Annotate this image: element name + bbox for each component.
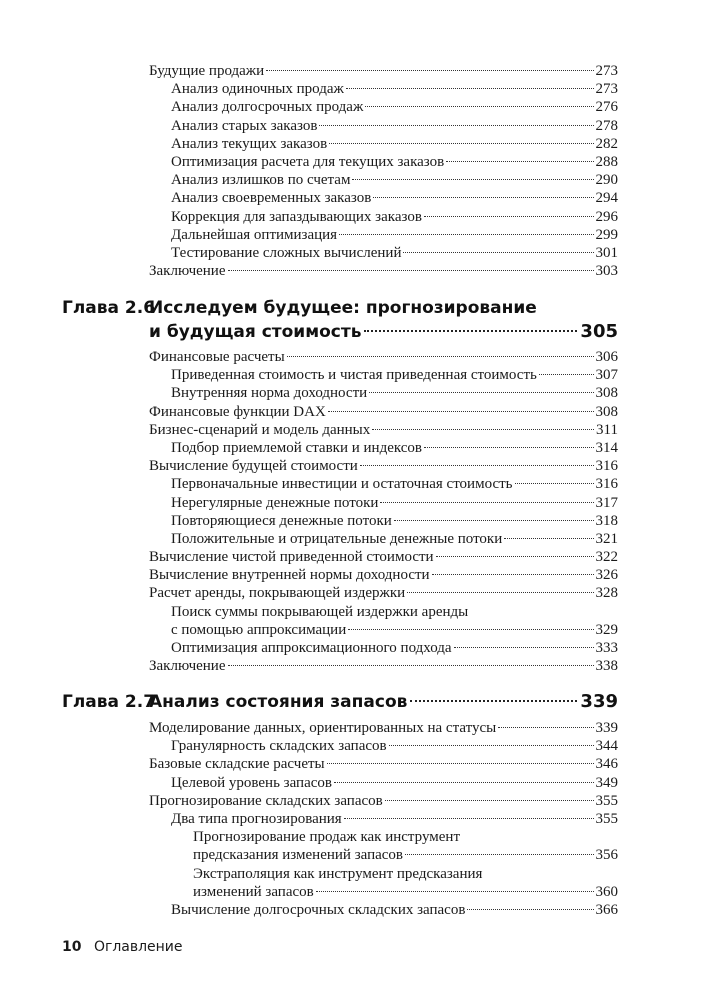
toc-entry-title: Прогнозирование складских запасов: [149, 792, 383, 809]
toc-entry-page: 366: [595, 901, 618, 918]
toc-entry[interactable]: [171, 639, 618, 657]
chapter-number: Глава 2.6: [62, 298, 156, 318]
dot-leader: [467, 909, 593, 910]
dot-leader: [394, 520, 594, 521]
toc-entry[interactable]: [149, 262, 618, 280]
toc-entry[interactable]: [171, 810, 618, 828]
toc-entry[interactable]: [171, 171, 618, 189]
toc-entry-page: 299: [595, 226, 618, 243]
dot-leader: [403, 252, 593, 253]
toc-entry[interactable]: [193, 846, 618, 864]
dot-leader: [365, 106, 593, 107]
toc-entry-page: 288: [595, 153, 618, 170]
toc-entry-page: 333: [595, 640, 618, 656]
chapter-heading[interactable]: [62, 689, 618, 715]
toc-entry-title: Приведенная стоимость и чистая приведенная стоимость: [171, 367, 537, 384]
toc-entry-title: Оптимизация аппроксимационного подхода: [171, 640, 452, 656]
toc-entry-title: Первоначальные инвестиции и остаточная стоимость: [171, 476, 513, 493]
toc-entry-page: 308: [595, 385, 618, 402]
toc-entry[interactable]: [171, 135, 618, 153]
toc-entry-page: 360: [595, 883, 618, 900]
toc-entry[interactable]: [193, 828, 618, 846]
toc-entry-title: Целевой уровень запасов: [171, 774, 332, 791]
toc-entry-page: 329: [595, 621, 618, 638]
toc-entry[interactable]: [149, 566, 618, 584]
toc-entry-title: Экстраполяция как инструмент предсказания: [193, 865, 483, 882]
toc-entry-title: Заключение: [149, 658, 226, 675]
toc-entry[interactable]: [149, 657, 618, 675]
toc-entry[interactable]: [171, 512, 618, 530]
toc-entry-page: 311: [596, 421, 618, 438]
toc-entry[interactable]: [171, 226, 618, 244]
toc-entry-title: Анализ долгосрочных продаж: [171, 99, 364, 116]
toc-entry-page: 314: [595, 439, 618, 456]
dot-leader: [328, 411, 594, 412]
toc-entry[interactable]: [149, 792, 618, 810]
toc-entry-page: 282: [595, 135, 618, 152]
toc-entry-page: 338: [595, 658, 618, 675]
toc-entry-title: Моделирование данных, ориентированных на статусы: [149, 720, 497, 736]
toc-entry-title: Вычисление чистой приведенной стоимости: [149, 549, 434, 566]
toc-entry-page: 307: [595, 367, 618, 384]
dot-leader: [446, 161, 593, 162]
toc-entry-page: 317: [595, 494, 618, 511]
toc-entry-title: Оптимизация расчета для текущих заказов: [171, 153, 445, 170]
toc-chapter-2-6: [0, 296, 703, 675]
toc-entry-title: Подбор приемлемой ставки и индексов: [171, 439, 423, 456]
chapter-title-continued: и будущая стоимость: [149, 322, 362, 342]
toc-entry-title: Коррекция для запаздывающих заказов: [171, 208, 422, 225]
chapter-title: Анализ состояния запасов: [149, 692, 408, 712]
toc-entry[interactable]: [171, 603, 618, 621]
toc-entry-page: 355: [595, 810, 618, 827]
toc-entry-title: Расчет аренды, покрывающей издержки: [149, 585, 406, 602]
toc-entry-title: Анализ одиночных продаж: [171, 81, 344, 98]
dot-leader: [432, 574, 594, 575]
toc-entry[interactable]: [171, 475, 618, 493]
toc-entry[interactable]: [171, 153, 618, 171]
dot-leader: [515, 483, 594, 484]
toc-entry[interactable]: [171, 621, 618, 639]
dot-leader: [389, 745, 594, 746]
toc-entry-page: 349: [595, 774, 618, 791]
toc-entry-page: 296: [595, 208, 618, 225]
toc-entry-title: изменений запасов: [193, 883, 314, 900]
dot-leader: [329, 143, 593, 144]
dot-leader: [424, 447, 593, 448]
chapter-heading[interactable]: [62, 296, 618, 344]
toc-entry[interactable]: [171, 80, 618, 98]
dot-leader: [504, 538, 593, 539]
toc-entry-title: Анализ текущих заказов: [171, 135, 328, 152]
dot-leader: [410, 700, 577, 702]
toc-entry-title: Тестирование сложных вычислений: [171, 244, 402, 261]
toc-entry-page: 318: [595, 512, 618, 529]
dot-leader: [380, 502, 593, 503]
toc-entry-page: 303: [595, 263, 618, 280]
toc-entry-title: Вычисление будущей стоимости: [149, 458, 358, 475]
toc-entry-title: Повторяющиеся денежные потоки: [171, 512, 392, 529]
toc-entry[interactable]: [149, 457, 618, 475]
toc-entry-page: 276: [595, 99, 618, 116]
dot-leader: [319, 125, 593, 126]
toc-items: [0, 348, 703, 675]
toc-entry-title: Два типа прогнозирования: [171, 810, 342, 827]
dot-leader: [424, 216, 594, 217]
footer-page-number: 10: [62, 939, 82, 955]
chapter-title: Исследуем будущее: прогнозирование: [149, 298, 537, 318]
dot-leader: [373, 197, 593, 198]
dot-leader: [346, 88, 594, 89]
toc-entry[interactable]: [149, 62, 618, 80]
toc-entry-page: 322: [595, 549, 618, 566]
toc-entry-page: 273: [595, 63, 618, 79]
toc-entry[interactable]: [171, 189, 618, 207]
dot-leader: [228, 665, 594, 666]
toc-entry-title: Вычисление внутренней нормы доходности: [149, 567, 430, 584]
toc-entry-page: 278: [595, 117, 618, 134]
toc-entry-page: 273: [595, 81, 618, 98]
dot-leader: [316, 891, 594, 892]
toc-entry-title: Внутренняя норма доходности: [171, 385, 368, 402]
dot-leader: [352, 179, 593, 180]
toc-entry-title: Анализ старых заказов: [171, 117, 318, 134]
toc-entry-page: 316: [595, 476, 618, 493]
dot-leader: [228, 270, 594, 271]
dot-leader: [266, 70, 593, 71]
dot-leader: [372, 429, 594, 430]
toc-entry-title: Дальнейшая оптимизация: [171, 226, 338, 243]
toc-entry[interactable]: [171, 208, 618, 226]
dot-leader: [360, 465, 594, 466]
toc-entry-page: 294: [595, 190, 618, 207]
footer-label: Оглавление: [93, 939, 183, 955]
toc-entry-page: 344: [595, 738, 618, 755]
toc-entry-page: 301: [595, 244, 618, 261]
dot-leader: [369, 392, 593, 393]
toc-entry[interactable]: [193, 865, 618, 883]
toc-entry[interactable]: [171, 98, 618, 116]
toc-entry-title: Анализ излишков по счетам: [171, 172, 351, 189]
toc-entry-page: 346: [595, 756, 618, 773]
chapter-page-number: 339: [580, 691, 618, 712]
toc-entry[interactable]: [193, 883, 618, 901]
toc-entry-title: Базовые складские расчеты: [149, 756, 325, 773]
toc-entry-page: 316: [595, 458, 618, 475]
toc-entry-title: Прогнозирование продаж как инструмент: [193, 829, 461, 846]
toc-entry-page: 328: [595, 585, 618, 602]
toc-entry-title: Нерегулярные денежные потоки: [171, 494, 379, 511]
dot-leader: [405, 854, 594, 855]
dot-leader: [327, 763, 594, 764]
toc-entry-page: 355: [595, 792, 618, 809]
toc-entry-title: предсказания изменений запасов: [193, 847, 403, 864]
toc-entry[interactable]: [171, 737, 618, 755]
dot-leader: [385, 800, 594, 801]
dot-leader: [334, 782, 594, 783]
toc-entry-title: с помощью аппроксимации: [171, 621, 347, 638]
toc-entry[interactable]: [149, 548, 618, 566]
dot-leader: [364, 330, 577, 332]
toc-entry[interactable]: [171, 439, 618, 457]
toc-entry[interactable]: [171, 494, 618, 512]
toc-section-continued: [0, 62, 703, 280]
toc-entry[interactable]: [171, 117, 618, 135]
toc-entry-page: 339: [595, 720, 618, 736]
toc-entry[interactable]: [149, 755, 618, 773]
toc-entry-title: Финансовые расчеты: [149, 349, 285, 365]
toc-entry-title: Финансовые функции DAX: [149, 403, 326, 420]
toc-entry[interactable]: [149, 403, 618, 421]
dot-leader: [436, 556, 594, 557]
dot-leader: [407, 592, 593, 593]
toc-entry[interactable]: [171, 244, 618, 262]
toc-entry-title: Анализ своевременных заказов: [171, 190, 372, 207]
toc-entry-title: Гранулярность складских запасов: [171, 738, 387, 755]
toc-entry-title: Вычисление долгосрочных складских запасов: [171, 901, 466, 918]
toc-entry[interactable]: [149, 584, 618, 602]
toc-entry-title: Бизнес-сценарий и модель данных: [149, 421, 371, 438]
toc-entry-title: Будущие продажи: [149, 63, 265, 79]
toc-entry-page: 326: [595, 567, 618, 584]
toc-entry[interactable]: [149, 421, 618, 439]
toc-entry-title: Заключение: [149, 263, 226, 280]
dot-leader: [454, 647, 594, 648]
dot-leader: [498, 727, 593, 728]
toc-entry[interactable]: [149, 348, 618, 366]
chapter-number: Глава 2.7: [62, 692, 156, 712]
toc-entry-page: 321: [595, 530, 618, 547]
toc-entry[interactable]: [171, 901, 618, 919]
dot-leader: [287, 356, 594, 357]
toc-entry-page: 290: [595, 172, 618, 189]
toc-entry[interactable]: [171, 366, 618, 384]
toc-entry[interactable]: [171, 774, 618, 792]
toc-entry-page: 308: [595, 403, 618, 420]
toc-items: [0, 719, 703, 919]
dot-leader: [339, 234, 593, 235]
dot-leader: [539, 374, 594, 375]
toc-chapter-2-7: [0, 689, 703, 919]
dot-leader: [348, 629, 593, 630]
toc-entry-title: Положительные и отрицательные денежные потоки: [171, 530, 503, 547]
toc-entry[interactable]: [171, 530, 618, 548]
dot-leader: [344, 818, 594, 819]
chapter-page-number: 305: [580, 321, 618, 342]
toc-entry[interactable]: [149, 719, 618, 737]
toc-entry-page: 356: [595, 847, 618, 864]
toc-entry-title: Поиск суммы покрывающей издержки аренды: [171, 603, 469, 620]
page-footer: [62, 939, 183, 955]
toc-entry[interactable]: [171, 384, 618, 402]
toc-items: [0, 62, 703, 280]
toc-entry-page: 306: [595, 349, 618, 365]
